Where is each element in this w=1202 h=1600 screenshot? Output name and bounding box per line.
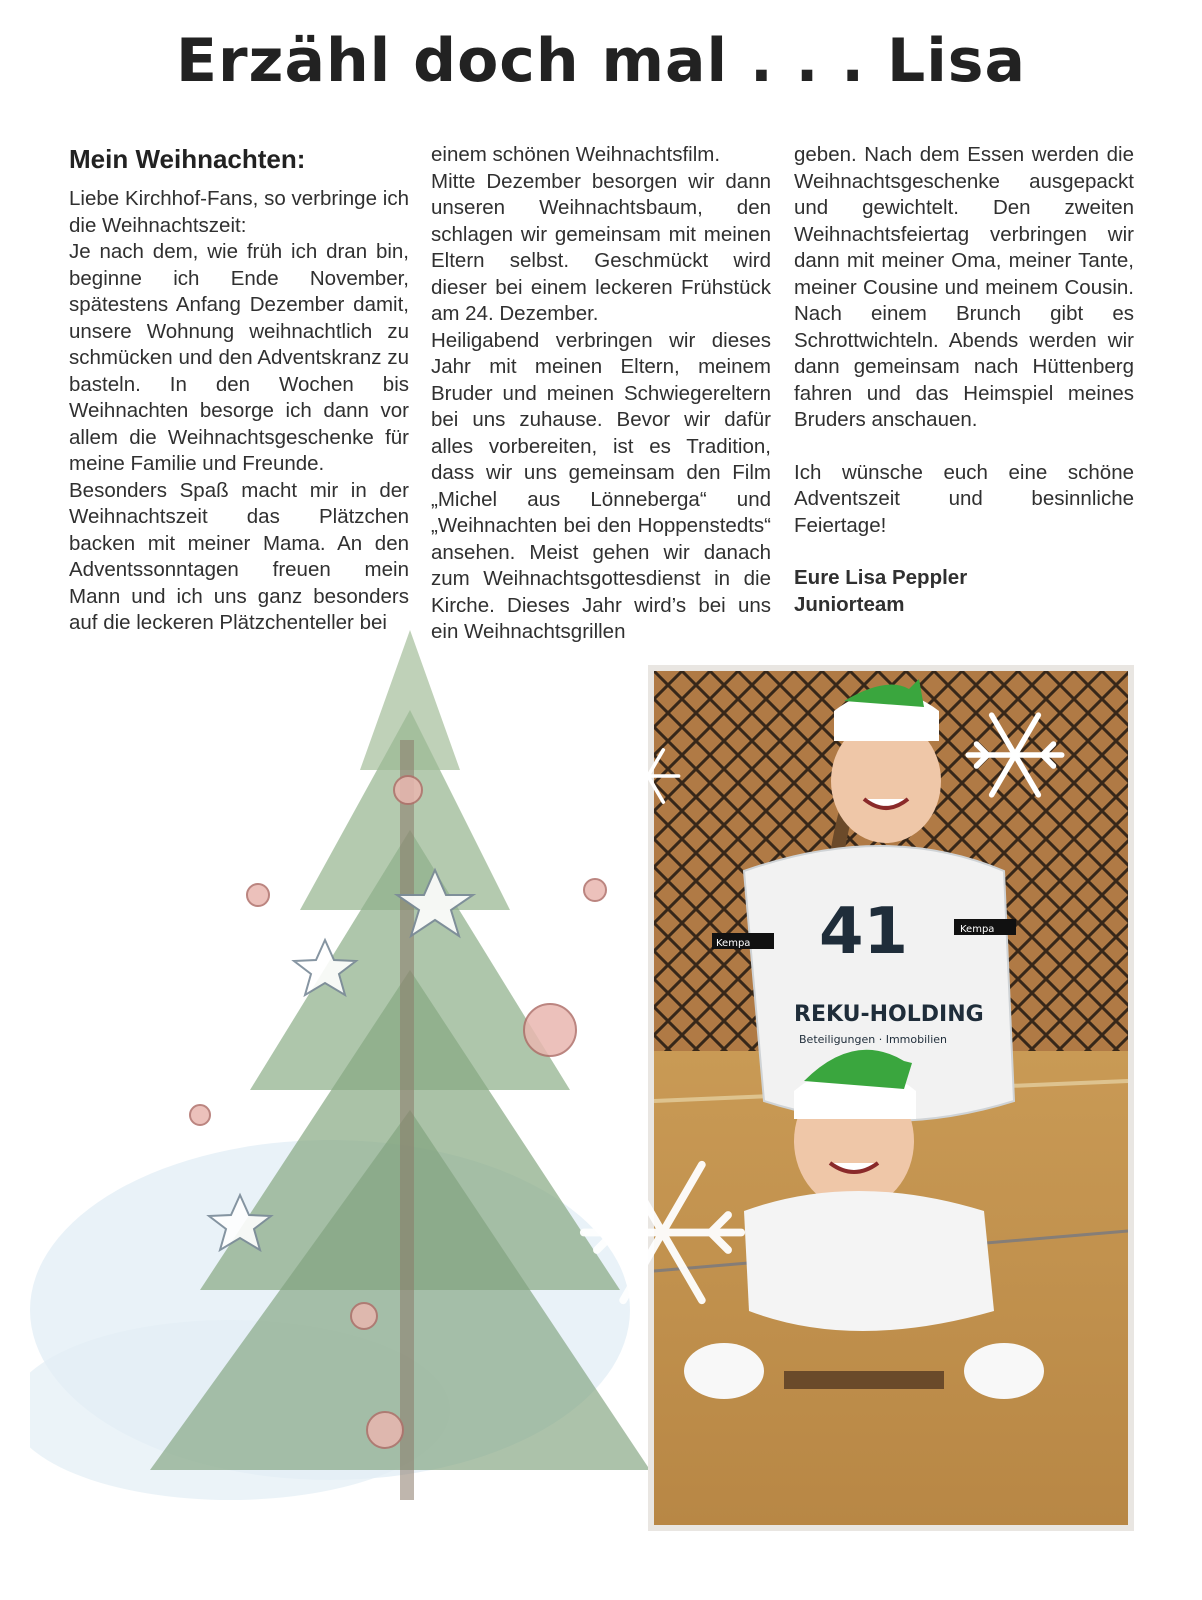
paragraph-spacer bbox=[794, 539, 1134, 565]
sleeve-brand-left: Kempa bbox=[716, 938, 751, 949]
paragraph: Heiligabend verbringen wir dieses Jahr mit meinen Eltern, meinem Bruder und meinen Schwiegereltern bei uns zuhause. Bevor wir dafür alles vorbereiten, ist es Tradition, dass wir uns gemeinsam den Film „Michel aus Lönneberga“ und „Weihnachten bei den Hoppenstedts“ ansehen. Meist gehen wir danach zum Weihnachtsgottesdienst in die Kirche. Dieses Jahr wird’s bei uns ein Weihnachtsgrillen bbox=[431, 328, 771, 643]
paragraph: Liebe Kirchhof-Fans, so verbringe ich die Weihnachtszeit: bbox=[69, 187, 409, 237]
jersey-sponsor-sub: Beteiligungen · Immobilien bbox=[799, 1033, 947, 1046]
paragraph: Mitte Dezember besorgen wir dann unseren Weihnachtsbaum, den schlagen wir gemeinsam mit meinen Eltern selbst. Geschmückt wird dieser bei einem leckeren Frühstück am 24. Dezember. bbox=[431, 169, 771, 325]
paragraph: geben. Nach dem Essen werden die Weihnachtsgeschenke ausgepackt und gewichtelt. Den zweiten Weihnachtsfeiertag verbringen wir dann mit meiner Oma, meiner Tante, meiner Cousine und meinem Cousin. Nach einem Brunch gibt es Schrottwichteln. Abends werden wir dann gemeinsam nach Hüttenberg fahren und das Heimspiel meines Bruders anschauen. bbox=[794, 143, 1134, 431]
signature-team: Juniorteam bbox=[794, 592, 905, 616]
paragraph-spacer bbox=[794, 434, 1134, 460]
snowflake-decoration bbox=[575, 1145, 750, 1320]
jersey-number-41: 41 bbox=[819, 895, 909, 969]
text-column-2 bbox=[431, 142, 771, 646]
section-heading: Mein Weihnachten: bbox=[69, 144, 306, 174]
text-column-3 bbox=[794, 142, 1134, 618]
paragraph: Ich wünsche euch eine schöne Adventszeit und besinnliche Feiertage! bbox=[794, 460, 1134, 537]
paragraph: einem schönen Weihnachtsfilm. bbox=[431, 143, 721, 166]
signature-name: Eure Lisa Peppler bbox=[794, 566, 968, 589]
paragraph: Je nach dem, wie früh ich dran bin, beginne ich Ende November, spätestens Anfang Dezember damit, unsere Wohnung weihnachtlich zu schmücken und den Adventskranz zu basteln. In den Wochen bis Weihnachten besorge ich dann vor allem die Weihnachtsgeschenke für meine Familie und Freunde. bbox=[69, 240, 409, 475]
snowflake-decoration bbox=[612, 740, 684, 812]
christmas-tree-illustration bbox=[30, 590, 670, 1590]
jersey-sponsor: REKU-HOLDING bbox=[794, 1002, 984, 1027]
text-column-1 bbox=[69, 186, 409, 637]
paragraph: Besonders Spaß macht mir in der Weihnachtszeit das Plätzchen backen mit meiner Mama. An den Adventssonntagen freuen mein Mann und ich uns ganz besonders auf die leckeren Plätzchenteller bei bbox=[69, 478, 409, 634]
snowflake-decoration bbox=[960, 700, 1070, 810]
sleeve-brand-right: Kempa bbox=[960, 924, 995, 935]
page-title: Erzähl doch mal . . . Lisa bbox=[175, 26, 1026, 96]
